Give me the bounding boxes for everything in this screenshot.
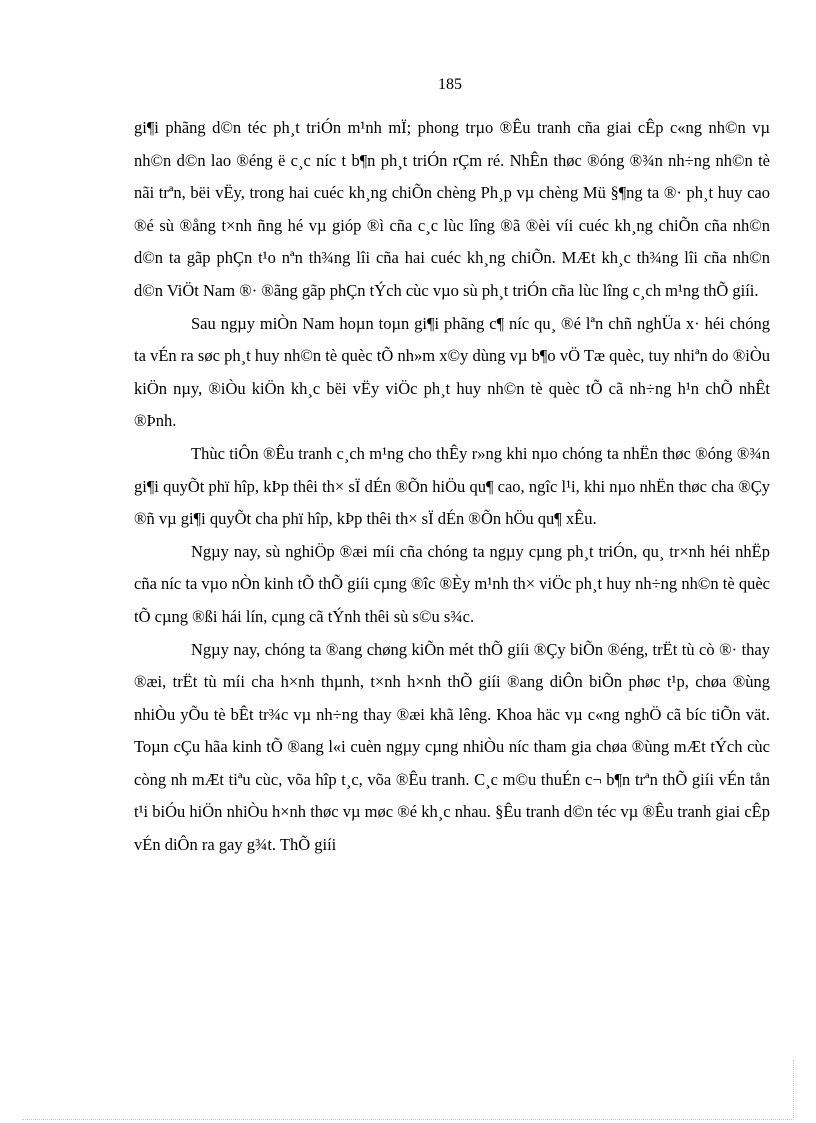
page-bottom-divider bbox=[22, 1119, 794, 1120]
paragraph: Thùc tiÔn ®Êu tranh c¸ch m¹ng cho thÊy r»ng khi nµo chóng ta nhËn thøc ®óng ®¾n gi¶i quyÕt phï hîp, kÞp thêi th× sÏ dÉn ®Õn hiÖu qu¶ cao, ngîc l¹i, khi nµo nhËn thøc cha ®Çy ®ñ vµ gi¶i quyÕt cha phï hîp, kÞp thêi th× sÏ dÉn ®Õn hÖu qu¶ xÊu. bbox=[134, 443, 770, 529]
paragraph: Ngµy nay, sù nghiÖp ®æi míi cña chóng ta ngµy cµng ph¸t triÓn, qu¸ tr×nh héi nhËp cña níc ta vµo nÒn kinh tÕ thÕ giíi cµng ®îc ®Èy m¹nh th× viÖc ph¸t huy nh÷ng nh©n tè quèc tÕ cµng ®ßi hái lín, cµng cã tÝnh thêi sù s©u s¾c. bbox=[134, 541, 770, 626]
paragraph: Ngµy nay, chóng ta ®ang chøng kiÕn mét thÕ giíi ®Çy biÕn ®éng, trËt tù cò ®· thay ®æi, trËt tù míi cha h×nh thµnh, t×nh h×nh thÕ giíi ®ang diÔn biÕn phøc t¹p, chøa ®ùng nhiÒu yÕu tè bÊt tr¾c vµ nh÷ng thay ®æi khã lêng. Khoa häc vµ c«ng nghÖ cã bíc tiÕn vät. Toµn cÇu hãa kinh tÕ ®ang l«i cuèn ngµy cµng nhiÒu níc tham gia chøa ®ùng mÆt tÝch cùc còng nh mÆt tiªu cùc, võa hîp t¸c, võa ®Êu tranh. C¸c m©u thuÉn c¬ b¶n trªn thÕ giíi vÉn tån t¹i biÓu hiÖn nhiÒu h×nh thøc vµ møc ®é kh¸c nhau. §Êu tranh d©n téc vµ ®Êu tranh giai cÊp vÉn diÔn ra gay g¾t. ThÕ giíi bbox=[134, 639, 770, 855]
page-number: 185 bbox=[438, 76, 462, 93]
paragraph: gi¶i phãng d©n téc ph¸t triÓn m¹nh mÏ; phong trµo ®Êu tranh cña giai cÊp c«ng nh©n vµ nh©n d©n lao ®éng ë c¸c níc t b¶n ph¸t triÓn rÇm ré. NhÊn thøc ®óng ®¾n nh÷ng nh©n tè nãi trªn, bëi vËy, trong hai cuéc kh¸ng chiÕn chèng Ph¸p vµ chèng Mü §¶ng ta ®· ph¸t huy cao ®é sù ®ång t×nh ñng hé vµ gióp ®ì cña c¸c lùc lîng ®ã ®èi víi cuéc kh¸ng chiÕn cña nh©n d©n ta gãp phÇn t¹o nªn th¾ng lîi cña hai cuéc kh¸ng chiÕn. MÆt kh¸c th¾ng lîi cña nh©n d©n ViÖt Nam ®· ®ãng gãp phÇn tÝch cùc vµo sù ph¸t triÓn cña lùc lîng c¸ch m¹ng thÕ giíi. bbox=[134, 118, 770, 300]
paragraph: Sau ngµy miÒn Nam hoµn toµn gi¶i phãng c¶ níc qu¸ ®é lªn chñ nghÜa x· héi chóng ta vÉn ra søc ph¸t huy nh©n tè quèc tÕ nh»m x©y dùng vµ b¶o vÖ Tæ quèc, tuy nhiªn do ®iÒu kiÖn nµy, ®iÒu kiÖn kh¸c bëi vËy viÖc ph¸t huy nh©n tè quèc tÕ cã nh÷ng h¹n chÕ nhÊt ®Þnh. bbox=[134, 313, 770, 431]
page-edge-divider bbox=[793, 1060, 794, 1120]
body-text bbox=[134, 112, 770, 862]
